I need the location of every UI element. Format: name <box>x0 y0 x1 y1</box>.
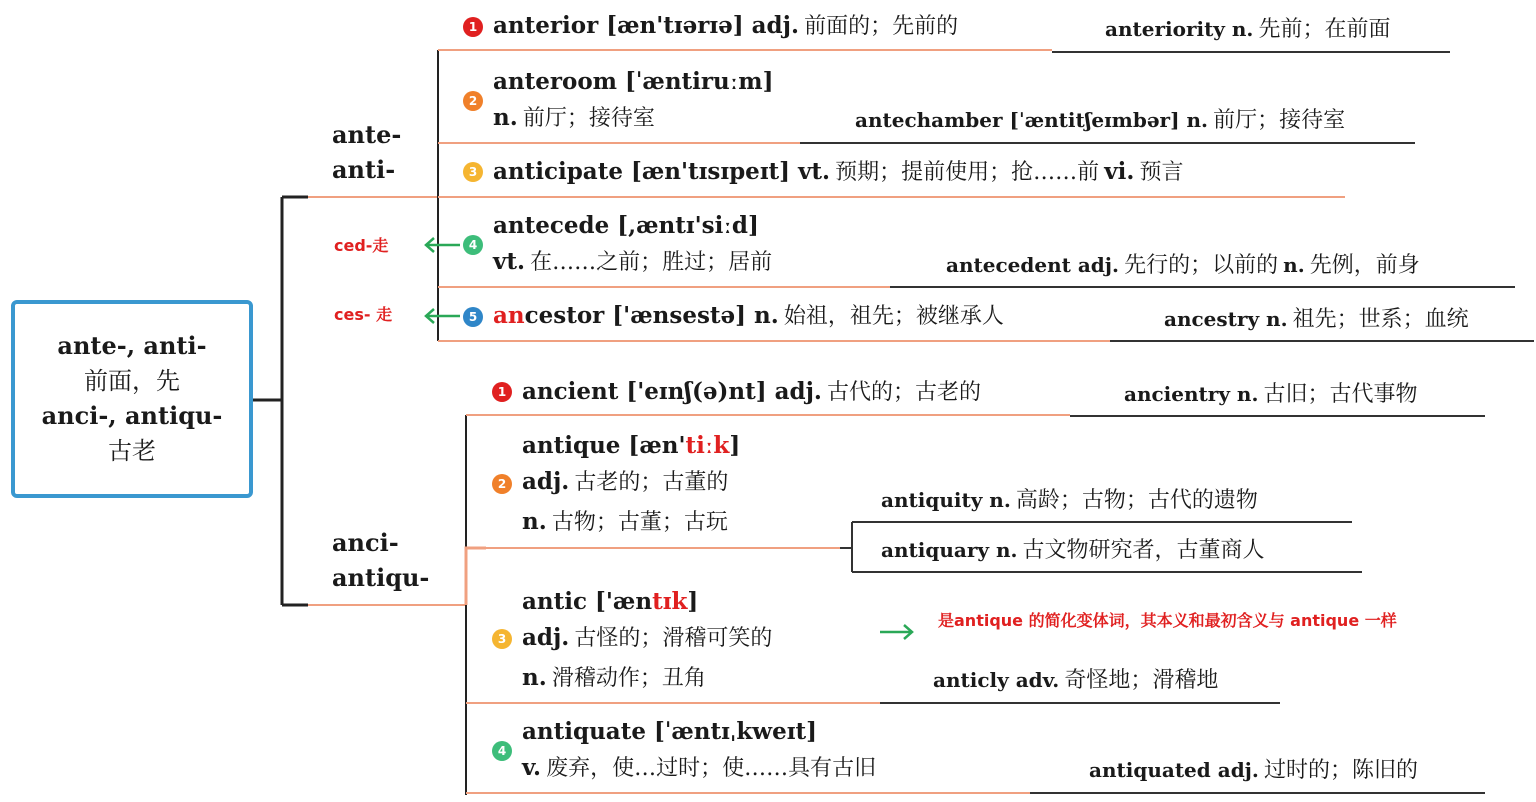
definition-2: 古物；古董；古玩 <box>551 510 728 535</box>
upper-branch-label-2: anti- <box>332 154 396 184</box>
lower-item-3-adj <box>522 626 772 650</box>
part-of-speech: n. <box>493 104 518 131</box>
word-highlight: tɪk <box>652 588 688 615</box>
related-antechamber <box>855 110 1345 132</box>
word-ancient: ancient ['eɪnʃ(ə)nt] adj. <box>522 378 822 405</box>
part-of-speech: n. <box>522 508 547 535</box>
related-word: anteriority n. <box>1105 17 1254 41</box>
definition: 前面的；先前的 <box>804 14 959 39</box>
word-antiquate: antiquate [ˈæntɪˌkweɪt] <box>522 718 817 745</box>
related-definition: 过时的；陈旧的 <box>1263 758 1418 783</box>
lower-item-4-definition <box>522 756 876 780</box>
related-definition: 先前；在前面 <box>1258 17 1391 42</box>
lower-item-3-noun <box>522 666 706 690</box>
upper-branch-label-1: ante- <box>332 120 402 149</box>
related-definition: 古文物研究者，古董商人 <box>1022 538 1265 563</box>
part-of-speech: n. <box>522 664 547 691</box>
related-antiquity <box>881 490 1258 512</box>
related-ancestry <box>1164 309 1469 331</box>
related-anticly <box>933 670 1218 692</box>
upper-item-2-definition <box>493 106 655 130</box>
related-antecedent <box>946 255 1420 277</box>
upper-item-1 <box>493 14 958 38</box>
number-badge: 3 <box>492 629 512 649</box>
word-ancestor: cestor ['ænsestə] n. <box>524 302 779 329</box>
related-definition: 古旧；古代事物 <box>1263 382 1418 407</box>
word-part: antique [æn' <box>522 432 686 459</box>
word-antecede: antecede [,æntɪ'siːd] <box>493 212 759 239</box>
definition: 古怪的；滑稽可笑的 <box>574 626 773 651</box>
definition: 古代的；古老的 <box>827 380 982 405</box>
definition-2: 预言 <box>1139 160 1184 185</box>
related-definition: 先行的；以前的 <box>1124 253 1279 278</box>
word-anticipate: anticipate [æn'tɪsɪpeɪt] vt. <box>493 158 831 185</box>
number-badge: 2 <box>492 474 512 494</box>
arrow-note <box>880 625 912 639</box>
lower-branch-label <box>332 526 429 596</box>
related-word: antiquity n. <box>881 488 1011 512</box>
root-line-4: 古老 <box>108 436 156 465</box>
definition: 在……之前；胜过；居前 <box>530 250 773 275</box>
word-part: ] <box>729 432 741 459</box>
word-antique <box>522 434 740 457</box>
word-antic <box>522 590 698 613</box>
related-ancientry <box>1124 384 1418 406</box>
root-line-3: anci-, antiqu- <box>41 401 223 430</box>
lower-branch-label-1: anci- <box>332 528 399 557</box>
related-part-of-speech: n. <box>1283 253 1305 277</box>
definition: 古老的；古董的 <box>574 470 729 495</box>
root-box <box>11 300 253 498</box>
related-definition: 前厅；接待室 <box>1213 108 1346 133</box>
arrow-ced <box>426 238 460 252</box>
word-highlight: tiːk <box>685 432 730 459</box>
related-word: ancientry n. <box>1124 382 1259 406</box>
upper-branch-label <box>332 118 401 188</box>
upper-item-3 <box>493 160 1183 184</box>
part-of-speech: adj. <box>522 624 570 651</box>
number-badge: 4 <box>463 235 483 255</box>
related-anteriority <box>1105 19 1391 41</box>
part-of-speech: vi. <box>1104 158 1135 185</box>
word-anteroom: anteroom [ˈæntiruːm] <box>493 68 774 95</box>
antic-note: 是antique 的简化变体词，其本义和最初含义与 antique 一样 <box>938 611 1397 630</box>
definition-2: 滑稽动作；丑角 <box>551 666 706 691</box>
part-of-speech: vt. <box>493 248 525 275</box>
lower-item-1 <box>522 380 981 404</box>
related-antiquated <box>1089 760 1418 782</box>
number-badge: 1 <box>463 17 483 37</box>
upper-item-4-definition <box>493 250 772 274</box>
related-word: ancestry n. <box>1164 307 1288 331</box>
part-of-speech: adj. <box>522 468 570 495</box>
root-line-2: 前面，先 <box>84 367 180 396</box>
related-definition-2: 先例，前身 <box>1309 253 1420 278</box>
number-badge: 1 <box>492 382 512 402</box>
word-part: ] <box>687 588 699 615</box>
related-word: antechamber [ˈæntitʃeɪmbər] n. <box>855 108 1209 132</box>
number-badge: 2 <box>463 91 483 111</box>
related-definition: 祖先；世系；血统 <box>1292 307 1469 332</box>
word-part: antic ['æn <box>522 588 653 615</box>
lower-branch-label-2: antiqu- <box>332 562 430 592</box>
related-definition: 高龄；古物；古代的遗物 <box>1015 488 1258 513</box>
root-line-1: ante-, anti- <box>57 331 207 361</box>
word-anterior: anterior [æn'tɪərɪə] adj. <box>493 12 799 39</box>
root-bracket <box>253 197 308 605</box>
definition: 始祖，祖先；被继承人 <box>783 304 1004 329</box>
side-note-ces: ces- 走 <box>334 305 393 324</box>
definition: 废弃，使…过时；使……具有古旧 <box>546 756 877 781</box>
related-definition: 奇怪地；滑稽地 <box>1064 668 1219 693</box>
number-badge: 3 <box>463 162 483 182</box>
lower-item-2-adj <box>522 470 728 494</box>
word-root-highlight: an <box>493 302 525 329</box>
related-word: antiquary n. <box>881 538 1018 562</box>
number-badge: 5 <box>463 307 483 327</box>
part-of-speech: v. <box>522 754 542 781</box>
number-badge: 4 <box>492 741 512 761</box>
related-word: antiquated adj. <box>1089 758 1259 782</box>
lower-item-2-noun <box>522 510 728 534</box>
side-note-ced: ced-走 <box>334 236 389 255</box>
related-word: antecedent adj. <box>946 253 1119 277</box>
definition: 前厅；接待室 <box>522 106 655 131</box>
related-word: anticly adv. <box>933 668 1060 692</box>
definition: 预期；提前使用；抢……前 <box>835 160 1100 185</box>
related-antiquary <box>881 540 1265 562</box>
upper-item-5 <box>493 304 1004 328</box>
arrow-ces <box>426 309 460 323</box>
